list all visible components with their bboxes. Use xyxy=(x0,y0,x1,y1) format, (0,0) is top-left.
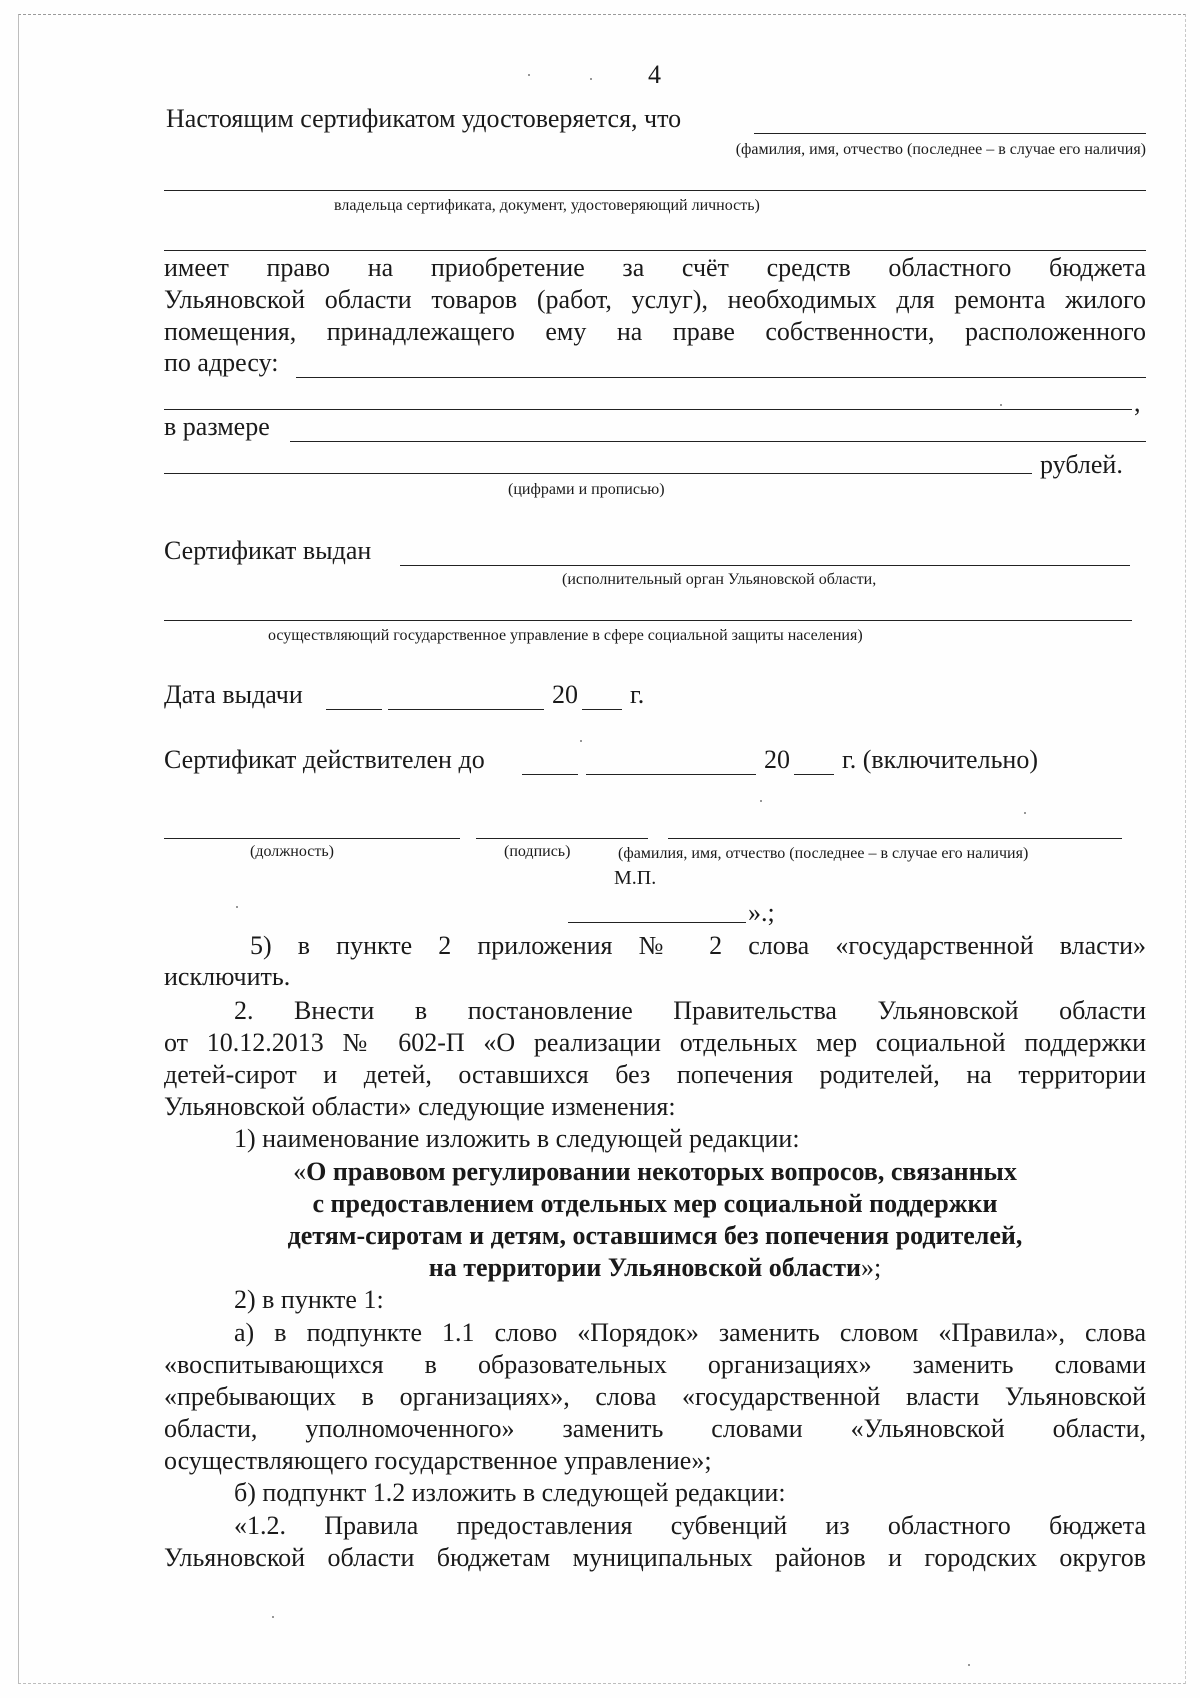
item-a-line-1: а) в подпункте 1.1 слово «Порядок» заменить словом «Правила», слова xyxy=(234,1318,1146,1347)
hint-issuer-1: (исполнительный орган Ульяновской области, xyxy=(562,571,877,588)
item-b-text: б) подпункт 1.2 изложить в следующей редакции: xyxy=(234,1478,786,1507)
new-title-line-4 xyxy=(164,1252,1146,1284)
rights-line-3: помещения, принадлежащего ему на праве собственности, расположенного xyxy=(164,317,1146,346)
issue-year-blank xyxy=(582,709,622,710)
address-label: по адресу: xyxy=(164,348,279,377)
position-line xyxy=(164,838,460,839)
fio-blank-line xyxy=(754,133,1146,134)
address-comma: , xyxy=(1134,388,1141,417)
stamp-place: М.П. xyxy=(614,867,657,889)
scan-speck xyxy=(1000,404,1002,406)
hint-signature: (подпись) xyxy=(504,843,571,860)
item-2-text: 2) в пункте 1: xyxy=(234,1285,384,1314)
new-title-line-3 xyxy=(164,1220,1146,1252)
item-5-line-2: исключить. xyxy=(164,962,291,991)
amount-label: в размере xyxy=(164,412,270,441)
issuer-blank-line xyxy=(400,565,1130,566)
address-blank-line xyxy=(296,377,1146,378)
new-title-line-2 xyxy=(164,1188,1146,1220)
hint-fio: (фамилия, имя, отчество (последнее – в случае его наличия) xyxy=(735,141,1146,158)
section-2-line-2: от 10.12.2013 № 602-П «О реализации отдельных мер социальной поддержки xyxy=(164,1028,1146,1057)
section-2-line-1: 2. Внести в постановление Правительства Ульяновской области xyxy=(234,996,1146,1025)
hint-issuer-2: осуществляющий государственное управление в сфере социальной защиты населения) xyxy=(268,627,863,644)
issuer-blank-line-2 xyxy=(164,620,1132,621)
item-5-line-1: 5) в пункте 2 приложения № 2 слова «государственной власти» xyxy=(250,931,1146,960)
owner-blank-line xyxy=(164,190,1146,191)
hint-owner: владельца сертификата, документ, удостоверяющий личность) xyxy=(334,197,760,214)
item-a-line-5: осуществляющего государственное управление»; xyxy=(164,1446,712,1475)
item-1-text: 1) наименование изложить в следующей редакции: xyxy=(234,1124,800,1153)
valid-year-blank xyxy=(794,774,834,775)
amount-blank-line-2 xyxy=(164,473,1032,474)
new-title-line-1 xyxy=(164,1156,1146,1188)
title-line-1-text: О правовом регулировании некоторых вопросов, связанных xyxy=(306,1157,1017,1186)
scan-speck xyxy=(236,906,238,908)
amount-blank-line xyxy=(290,441,1146,442)
rights-line-1: имеет право на приобретение за счёт средств областного бюджета xyxy=(164,253,1146,282)
scan-speck xyxy=(580,740,582,742)
item-b-quote-line-1: «1.2. Правила предоставления субвенций из областного бюджета xyxy=(234,1511,1146,1540)
issue-date-label: Дата выдачи xyxy=(164,680,303,709)
section-2-line-4: Ульяновской области» следующие изменения: xyxy=(164,1092,676,1121)
scan-speck xyxy=(272,1616,274,1618)
valid-month-blank xyxy=(586,774,756,775)
signature-line xyxy=(476,838,648,839)
closing-quote: ».; xyxy=(748,898,775,927)
closing-blank-line xyxy=(568,922,746,923)
document-blank-line xyxy=(164,250,1146,251)
scan-speck xyxy=(968,1664,970,1666)
scan-speck xyxy=(760,800,762,802)
section-2-line-3: детей-сирот и детей, оставшихся без попечения родителей, на территории xyxy=(164,1060,1146,1089)
issue-year-suffix: г. xyxy=(630,680,645,709)
item-a-line-3: «пребывающих в организациях», слова «государственной власти Ульяновской xyxy=(164,1382,1146,1411)
page-number: 4 xyxy=(648,60,661,89)
scan-speck xyxy=(1024,812,1026,814)
hint-amount: (цифрами и прописью) xyxy=(508,481,665,498)
item-a-line-2: «воспитывающихся в образовательных организациях» заменить словами xyxy=(164,1350,1146,1379)
title-line-4-text: на территории Ульяновской области xyxy=(428,1253,861,1282)
certificate-intro: Настоящим сертификатом удостоверяется, что xyxy=(166,104,682,133)
rights-line-2: Ульяновской области товаров (работ, услуг), необходимых для ремонта жилого xyxy=(164,285,1146,314)
hint-position: (должность) xyxy=(250,843,334,860)
valid-suffix: г. (включительно) xyxy=(842,745,1039,774)
issue-day-blank xyxy=(326,709,382,710)
valid-day-blank xyxy=(522,774,578,775)
item-a-line-4: области, уполномоченного» заменить словами «Ульяновской области, xyxy=(164,1414,1146,1443)
title-close-quote: »; xyxy=(860,1253,882,1282)
hint-signer-fio: (фамилия, имя, отчество (последнее – в случае его наличия) xyxy=(618,845,1029,862)
valid-year-prefix: 20 xyxy=(764,745,790,774)
address-blank-line-2 xyxy=(164,409,1132,410)
title-line-3-text: детям-сиротам и детям, оставшимся без попечения родителей, xyxy=(287,1221,1023,1250)
rubles-label: рублей. xyxy=(1040,450,1123,479)
scan-speck xyxy=(590,78,592,80)
title-line-2-text: с предоставлением отдельных мер социальной поддержки xyxy=(312,1189,998,1218)
valid-until-label: Сертификат действителен до xyxy=(164,745,485,774)
issue-year-prefix: 20 xyxy=(552,680,578,709)
issue-month-blank xyxy=(388,709,544,710)
item-b-quote-line-2: Ульяновской области бюджетам муниципальных районов и городских округов xyxy=(164,1543,1146,1572)
scan-speck xyxy=(528,74,530,76)
issued-label: Сертификат выдан xyxy=(164,536,372,565)
signer-fio-line xyxy=(668,838,1122,839)
title-open-quote: « xyxy=(293,1157,307,1186)
